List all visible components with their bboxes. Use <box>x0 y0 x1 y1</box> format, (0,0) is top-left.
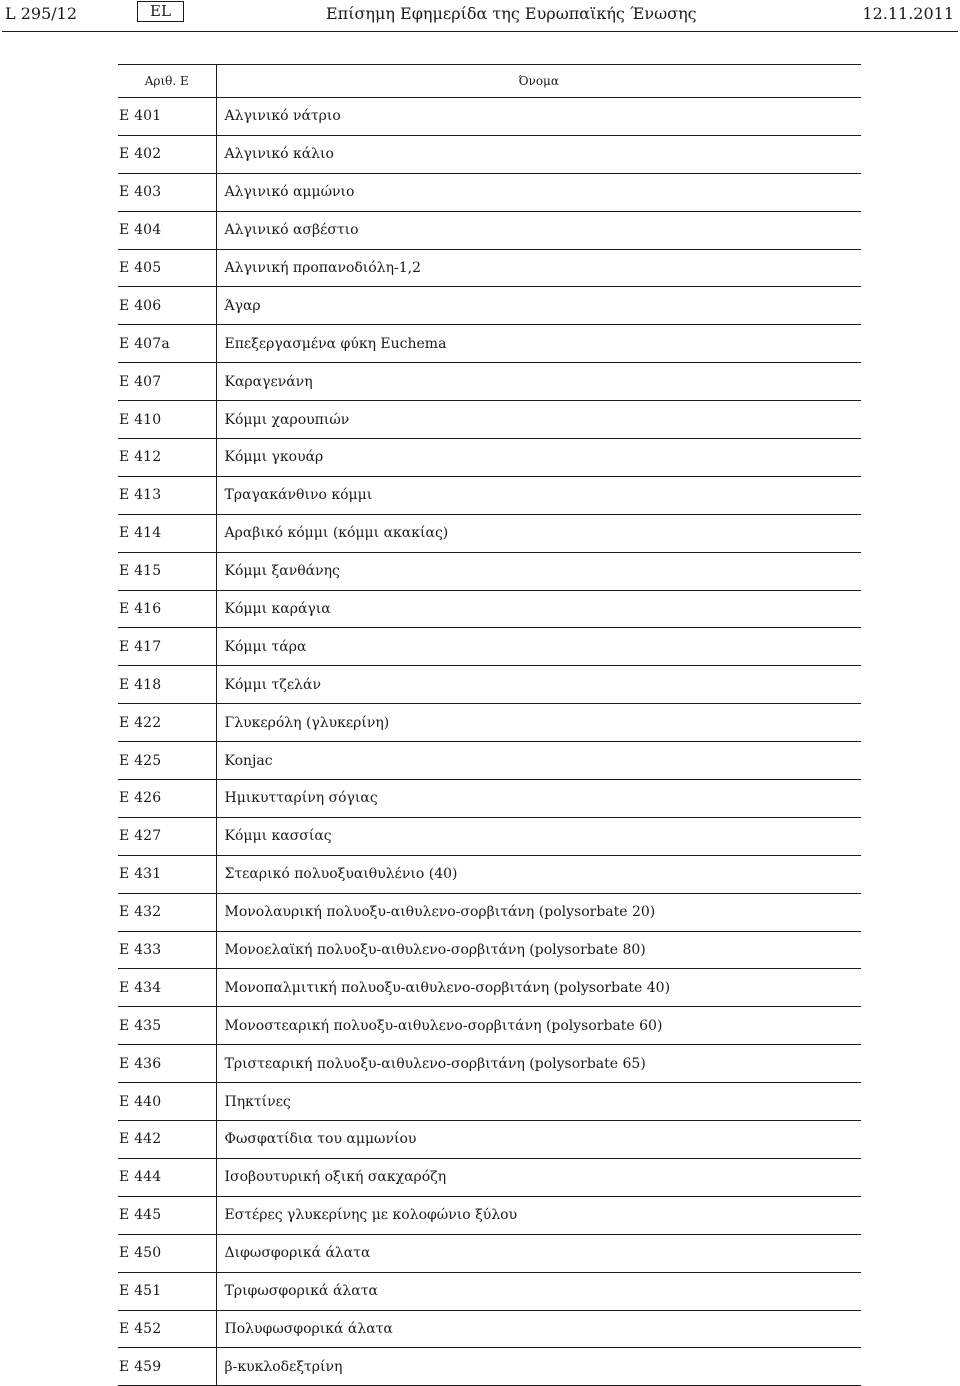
additive-name: Κόμμι καράγια <box>216 590 861 628</box>
e-number: E 412 <box>118 439 216 477</box>
e-number: E 422 <box>118 704 216 742</box>
additive-name: Κόμμι κασσίας <box>216 817 861 855</box>
journal-title: Επίσημη Εφημερίδα της Ευρωπαϊκής Ένωσης <box>326 4 697 23</box>
e-number: E 440 <box>118 1083 216 1121</box>
e-number: E 451 <box>118 1272 216 1310</box>
additive-name: Διφωσφορικά άλατα <box>216 1234 861 1272</box>
table-row <box>118 742 861 780</box>
table-row <box>118 893 861 931</box>
e-number: E 426 <box>118 780 216 818</box>
table-row <box>118 1272 861 1310</box>
table-row <box>118 476 861 514</box>
e-number: E 418 <box>118 666 216 704</box>
table-row <box>118 1196 861 1234</box>
table-row <box>118 439 861 477</box>
e-number: E 452 <box>118 1310 216 1348</box>
table-row <box>118 1083 861 1121</box>
e-number: E 459 <box>118 1348 216 1386</box>
table-row <box>118 363 861 401</box>
additive-name: Τριφωσφορικά άλατα <box>216 1272 861 1310</box>
table-row <box>118 1234 861 1272</box>
table-row <box>118 855 861 893</box>
additive-name: Μονοελαϊκή πολυοξυ-αιθυλενο-σορβιτάνη (polysorbate 80) <box>216 931 861 969</box>
table-row <box>118 287 861 325</box>
e-number: E 435 <box>118 1007 216 1045</box>
additive-name: Καραγενάνη <box>216 363 861 401</box>
additive-name: Αλγινική προπανοδιόλη-1,2 <box>216 249 861 287</box>
additive-name: Αλγινικό αμμώνιο <box>216 173 861 211</box>
e-number: E 433 <box>118 931 216 969</box>
additive-name: Κόμμι τάρα <box>216 628 861 666</box>
table-row <box>118 1007 861 1045</box>
table-row <box>118 552 861 590</box>
e-number: E 410 <box>118 401 216 439</box>
table-row <box>118 514 861 552</box>
e-number: E 442 <box>118 1121 216 1159</box>
additive-name: Αλγινικό νάτριο <box>216 98 861 136</box>
e-number: E 413 <box>118 476 216 514</box>
table-body <box>118 98 861 1386</box>
e-number: E 401 <box>118 98 216 136</box>
header-divider <box>2 31 958 32</box>
e-number: E 402 <box>118 135 216 173</box>
e-number: E 414 <box>118 514 216 552</box>
table-row <box>118 1121 861 1159</box>
e-number: E 444 <box>118 1158 216 1196</box>
table-row <box>118 401 861 439</box>
additive-name: Πολυφωσφορικά άλατα <box>216 1310 861 1348</box>
additive-name: β-κυκλοδεξτρίνη <box>216 1348 861 1386</box>
additive-name: Μονοπαλμιτική πολυοξυ-αιθυλενο-σορβιτάνη (polysorbate 40) <box>216 969 861 1007</box>
column-header-name: Όνομα <box>216 65 861 98</box>
e-number: E 445 <box>118 1196 216 1234</box>
table-header-row <box>118 65 861 98</box>
e-number: E 406 <box>118 287 216 325</box>
page-reference: L 295/12 <box>5 4 77 23</box>
additive-name: Ισοβουτυρική οξική σακχαρόζη <box>216 1158 861 1196</box>
e-number: E 405 <box>118 249 216 287</box>
additive-name: Αλγινικό κάλιο <box>216 135 861 173</box>
additive-name: Κόμμι χαρουπιών <box>216 401 861 439</box>
additive-name: Μονολαυρική πολυοξυ-αιθυλενο-σορβιτάνη (polysorbate 20) <box>216 893 861 931</box>
table-row <box>118 1348 861 1386</box>
table-row <box>118 969 861 1007</box>
table-row <box>118 1045 861 1083</box>
language-badge: EL <box>137 1 184 22</box>
table-row <box>118 211 861 249</box>
table-row <box>118 98 861 136</box>
additive-name: Πηκτίνες <box>216 1083 861 1121</box>
e-number: E 407 <box>118 363 216 401</box>
additive-name: Τριστεαρική πολυοξυ-αιθυλενο-σορβιτάνη (polysorbate 65) <box>216 1045 861 1083</box>
e-number: E 416 <box>118 590 216 628</box>
additive-name: Στεαρικό πολυοξυαιθυλένιο (40) <box>216 855 861 893</box>
e-number: E 427 <box>118 817 216 855</box>
additive-name: Αραβικό κόμμι (κόμμι ακακίας) <box>216 514 861 552</box>
e-number: E 417 <box>118 628 216 666</box>
additive-name: Κόμμι τζελάν <box>216 666 861 704</box>
additives-table <box>118 64 861 1386</box>
e-number: E 415 <box>118 552 216 590</box>
e-number: E 431 <box>118 855 216 893</box>
additive-name: Γλυκερόλη (γλυκερίνη) <box>216 704 861 742</box>
additive-name: Φωσφατίδια του αμμωνίου <box>216 1121 861 1159</box>
table-row <box>118 173 861 211</box>
table-row <box>118 325 861 363</box>
table-row <box>118 1310 861 1348</box>
e-number: E 436 <box>118 1045 216 1083</box>
additive-name: Μονοστεαρική πολυοξυ-αιθυλενο-σορβιτάνη (polysorbate 60) <box>216 1007 861 1045</box>
additive-name: Εστέρες γλυκερίνης με κολοφώνιο ξύλου <box>216 1196 861 1234</box>
table-row <box>118 704 861 742</box>
e-number: E 403 <box>118 173 216 211</box>
additive-name: Κόμμι γκουάρ <box>216 439 861 477</box>
additive-name: Αλγινικό ασβέστιο <box>216 211 861 249</box>
table-row <box>118 780 861 818</box>
e-number: E 434 <box>118 969 216 1007</box>
e-number: E 432 <box>118 893 216 931</box>
table-row <box>118 817 861 855</box>
table-row <box>118 931 861 969</box>
additive-name: Άγαρ <box>216 287 861 325</box>
additive-name: Επεξεργασμένα φύκη Euchema <box>216 325 861 363</box>
additive-name: Κόμμι ξανθάνης <box>216 552 861 590</box>
additive-name: Konjac <box>216 742 861 780</box>
table-row <box>118 1158 861 1196</box>
e-number: E 404 <box>118 211 216 249</box>
e-number: E 425 <box>118 742 216 780</box>
table-row <box>118 135 861 173</box>
column-header-code: Αριθ. Ε <box>118 65 216 98</box>
table-row <box>118 628 861 666</box>
additive-name: Τραγακάνθινο κόμμι <box>216 476 861 514</box>
e-number: E 407a <box>118 325 216 363</box>
additive-name: Ημικυτταρίνη σόγιας <box>216 780 861 818</box>
page-header <box>0 0 960 32</box>
table-row <box>118 590 861 628</box>
table-row <box>118 666 861 704</box>
e-number: E 450 <box>118 1234 216 1272</box>
table-row <box>118 249 861 287</box>
publication-date: 12.11.2011 <box>862 4 954 23</box>
